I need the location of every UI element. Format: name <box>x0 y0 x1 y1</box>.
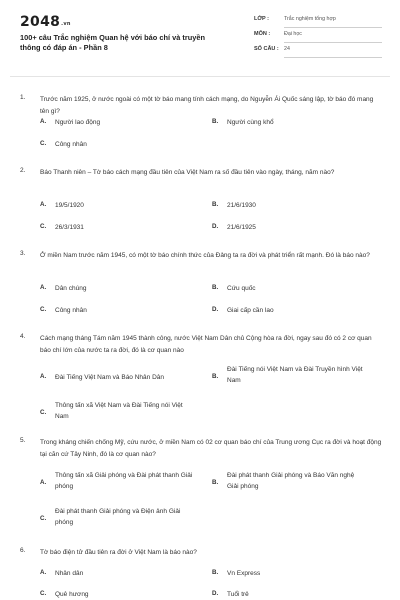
question-text: Ở miền Nam trước năm 1945, có một tờ báo chính thức của Đảng ta ra đời và phát triển rất mạnh. Đó là báo nào? <box>40 252 370 259</box>
question-number: 1. <box>20 94 26 101</box>
document-header <box>0 0 400 66</box>
question-text: Trong kháng chiến chống Mỹ, cứu nước, ở miền Nam có 02 cơ quan báo chí của Trung ương Cục ra đời và hoạt động tại căn cứ Tây Ninh, đó là cơ quan nào? <box>40 439 382 458</box>
meta-value: Đại học <box>284 31 382 43</box>
question-number: 2. <box>20 167 26 174</box>
header-divider <box>10 76 390 77</box>
question-number: 5. <box>20 437 26 444</box>
question-number: 4. <box>20 333 26 340</box>
question-text: Cách mạng tháng Tám năm 1945 thành công, nước Việt Nam Dân chủ Cộng hòa ra đời, ngay sau đó có 2 cơ quan báo chí lớn của nước ta ra đời, đó là cơ quan nào <box>40 335 372 354</box>
meta-subject-row <box>254 28 382 43</box>
meta-class-row <box>254 13 382 28</box>
question-6: 6. Tờ báo điện tử đầu tiên ra đời ở Việt Nam là báo nào? A. Nhân dân B. Vn Express C. Quê hương D. Tuổi trẻ <box>20 547 382 600</box>
question-4: 4. Cách mạng tháng Tám năm 1945 thành công, nước Việt Nam Dân chủ Cộng hòa ra đời, ngay sau đó có 2 cơ quan báo chí lớn của nước ta ra đời, đó là cơ quan nào A. Đài Tiếng Việt Nam và Báo Nhân Dân B. Đài Tiếng nói Việt Nam và Đài Truyền hình Việt Nam C. Thông tấn xã Việt Nam và Đài Tiếng nói Việt Nam <box>20 333 382 425</box>
question-1: 1. Trước năm 1925, ở nước ngoài có một tờ báo mang tính cách mạng, do Nguyễn Ái Quốc sáng lập, tờ báo đó mang tên gì? A. Người lao động B. Người cùng khổ C. Công nhân <box>20 94 382 154</box>
question-text: Trước năm 1925, ở nước ngoài có một tờ báo mang tính cách mạng, do Nguyễn Ái Quốc sáng lập, tờ báo đó mang tên gì? <box>40 96 374 115</box>
document-meta <box>254 13 382 58</box>
question-2: 2. Báo Thanh niên – Tờ báo cách mạng đầu tiên của Việt Nam ra số đầu tiên vào ngày, tháng, năm nào? A. 19/5/1920 B. 21/6/1930 C. 26/3/1931 D. 21/6/1925 <box>20 167 382 229</box>
meta-value: 24 <box>284 46 382 58</box>
question-text: Tờ báo điện tử đầu tiên ra đời ở Việt Nam là báo nào? <box>40 549 197 556</box>
meta-value: Trắc nghiệm tổng hợp <box>284 16 382 28</box>
document-title: 100+ câu Trắc nghiệm Quan hệ với báo chí và truyền thông có đáp án - Phần 8 <box>20 33 205 52</box>
meta-count-row <box>254 43 382 58</box>
question-number: 3. <box>20 250 26 257</box>
meta-label: LỚP : <box>254 16 269 22</box>
meta-label: SỐ CÂU : <box>254 46 279 52</box>
site-logo[interactable]: 2048.vn <box>20 14 71 30</box>
meta-label: MÔN : <box>254 31 271 37</box>
question-3: 3. Ở miền Nam trước năm 1945, có một tờ báo chính thức của Đảng ta ra đời và phát triển rất mạnh. Đó là báo nào? A. Dân chúng B. Cứu quốc C. Công nhân D. Giai cấp cần lao <box>20 250 382 314</box>
question-5: 5. Trong kháng chiến chống Mỹ, cứu nước, ở miền Nam có 02 cơ quan báo chí của Trung ương Cục ra đời và hoạt động tại căn cứ Tây Ninh, đó là cơ quan nào? A. Thông tấn xã Giải phóng và Đài phát thanh Giải phóng B. Đài phát thanh Giải phóng và Báo Văn nghệ Giải phóng C. Đài phát thanh Giải phóng và Điện ảnh Giải phóng <box>20 437 382 526</box>
question-number: 6. <box>20 547 26 554</box>
question-text: Báo Thanh niên – Tờ báo cách mạng đầu tiên của Việt Nam ra số đầu tiên vào ngày, tháng, năm nào? <box>40 169 335 176</box>
